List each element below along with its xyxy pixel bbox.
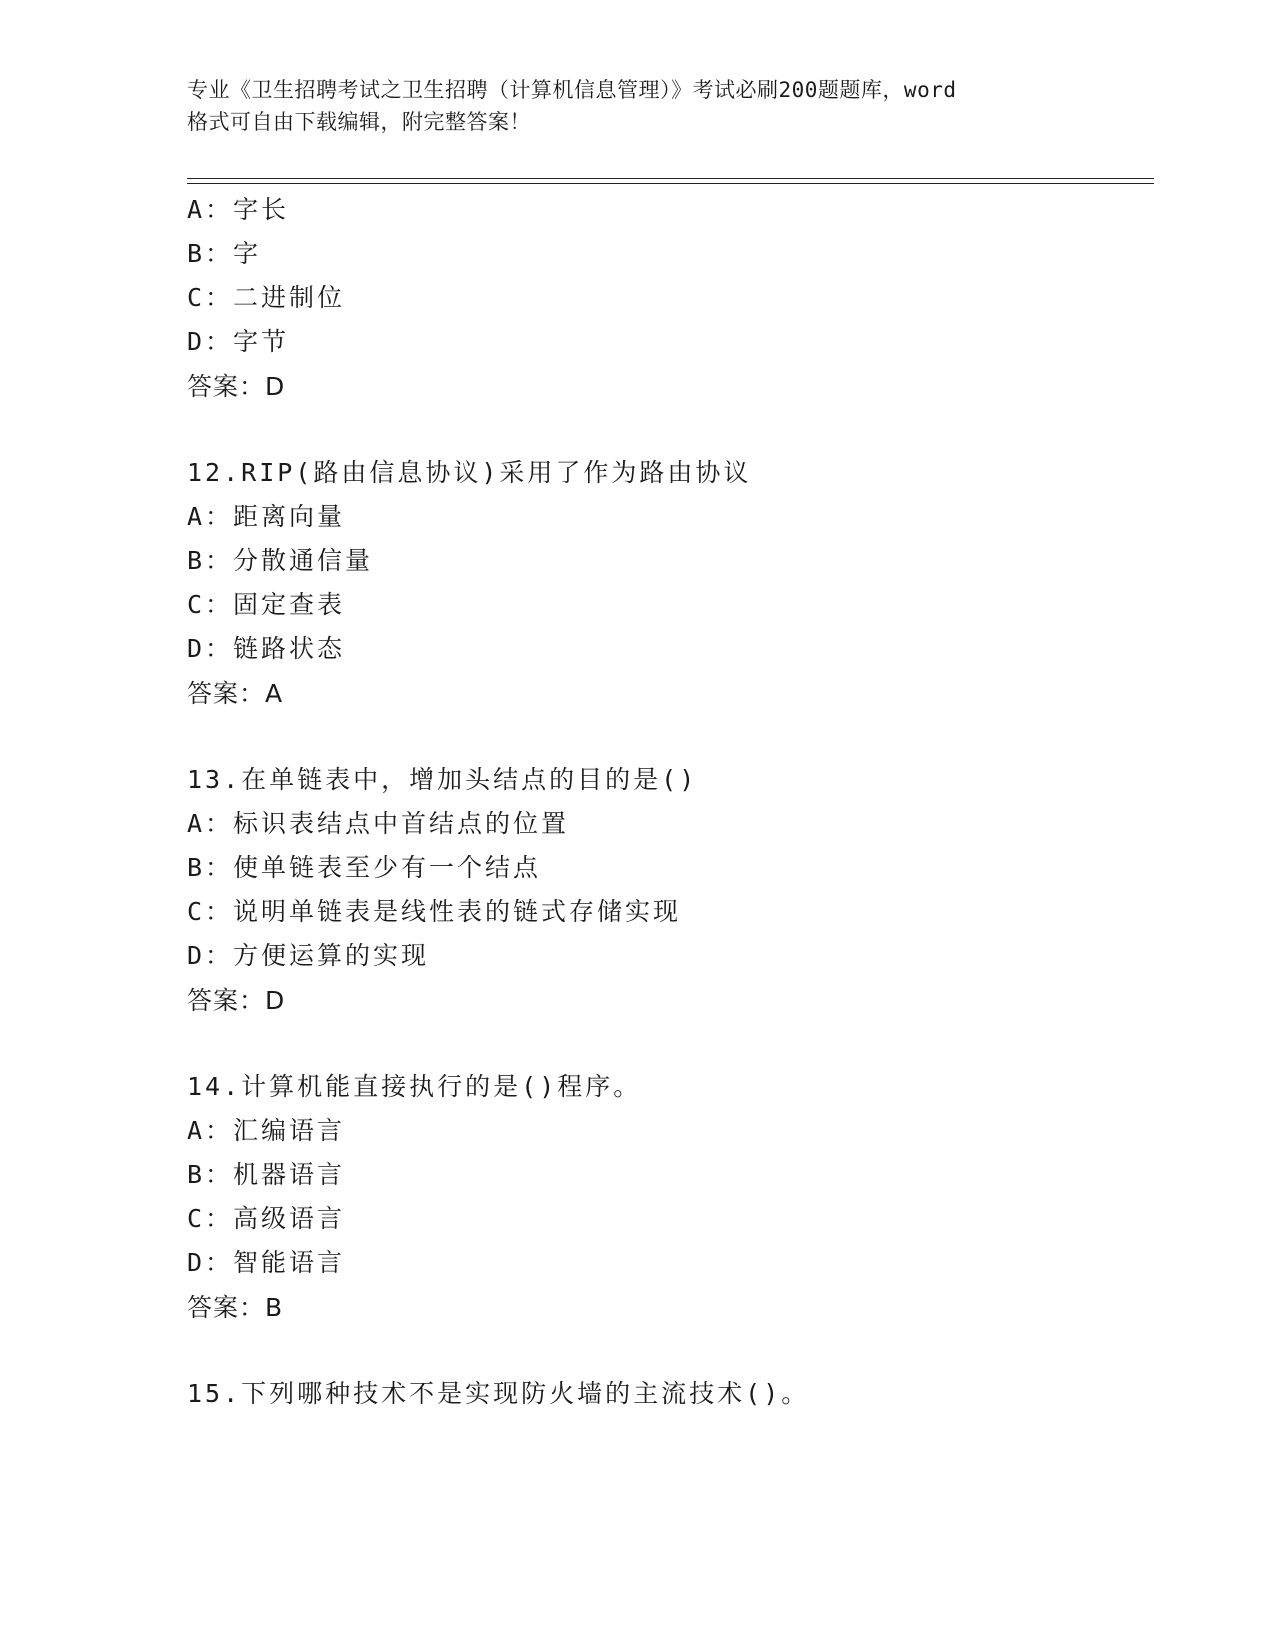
- q11-option-b: B：字: [187, 239, 262, 268]
- header-divider-top: [187, 178, 1154, 179]
- q12-option-c: C：固定查表: [187, 590, 346, 619]
- q14-answer: 答案：B: [187, 1293, 284, 1322]
- header-line-2: 格式可自由下载编辑，附完整答案！: [187, 110, 531, 134]
- document-header: [187, 74, 1087, 138]
- q13-answer: 答案：D: [187, 986, 286, 1015]
- q12-option-d: D：链路状态: [187, 634, 346, 663]
- q11-option-d: D：字节: [187, 327, 290, 356]
- q13-question: 13.在单链表中，增加头结点的目的是(): [187, 765, 698, 794]
- q12-option-a: A：距离向量: [187, 502, 346, 531]
- header-divider-bottom: [187, 183, 1154, 184]
- q14-question: 14.计算机能直接执行的是()程序。: [187, 1072, 642, 1101]
- q11-option-c: C：二进制位: [187, 283, 346, 312]
- q11-option-a: A：字长: [187, 195, 290, 224]
- q12-question: 12.RIP(路由信息协议)采用了作为路由协议: [187, 458, 752, 487]
- header-line-1: 专业《卫生招聘考试之卫生招聘（计算机信息管理）》考试必刷200题题库，word: [187, 78, 957, 102]
- q13-option-c: C：说明单链表是线性表的链式存储实现: [187, 897, 682, 926]
- q13-option-a: A：标识表结点中首结点的位置: [187, 809, 570, 838]
- q11-answer: 答案：D: [187, 372, 286, 401]
- q15-question: 15.下列哪种技术不是实现防火墙的主流技术()。: [187, 1379, 810, 1408]
- q12-option-b: B：分散通信量: [187, 546, 374, 575]
- q14-option-a: A：汇编语言: [187, 1116, 346, 1145]
- q13-option-d: D：方便运算的实现: [187, 941, 430, 970]
- q14-option-d: D：智能语言: [187, 1248, 346, 1277]
- q12-answer: 答案：A: [187, 679, 284, 708]
- q14-option-b: B：机器语言: [187, 1160, 346, 1189]
- q13-option-b: B：使单链表至少有一个结点: [187, 853, 542, 882]
- q14-option-c: C：高级语言: [187, 1204, 346, 1233]
